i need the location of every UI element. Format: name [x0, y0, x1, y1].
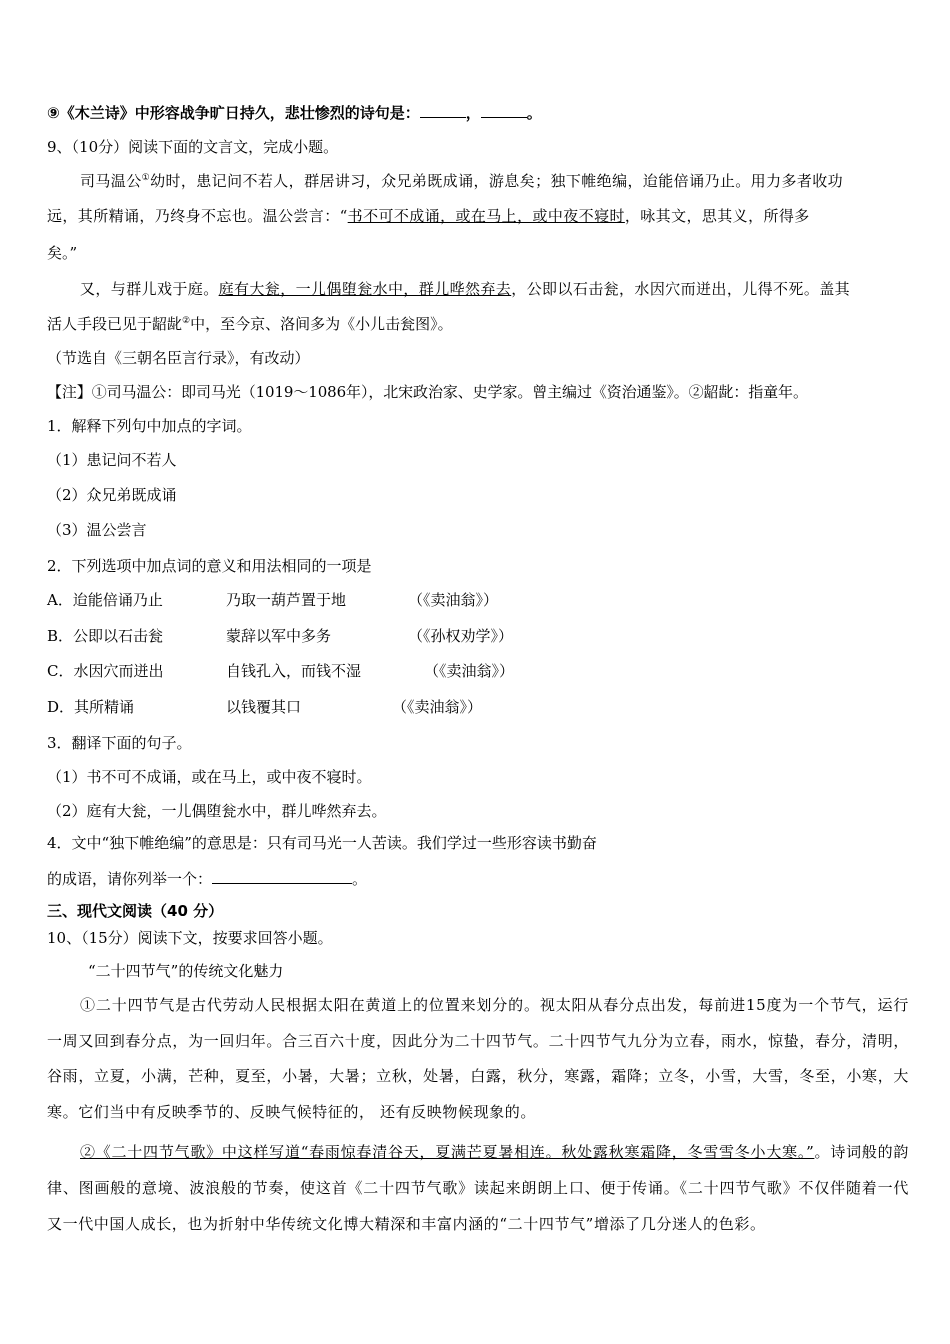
article-paragraph-2	[47, 1134, 909, 1242]
section-3-title: 三、现代文阅读（40 分）	[47, 902, 224, 920]
classical-p2-line2	[47, 314, 453, 334]
text: 幼时，患记问不若人，群居讲习，众兄弟既成诵，游息矣；独下帷绝编，迨能倍诵乃止。用力多者收功	[150, 172, 844, 190]
classical-p2-line1	[80, 279, 850, 299]
text: 司马温公	[80, 172, 142, 190]
period: 。	[526, 104, 542, 122]
article-paragraph-1: ①二十四节气是古代劳动人民根据太阳在黄道上的位置来划分的。视太阳从春分点出发，每前进15度为一个节气，运行一周又回到春分点，为一回归年。合三百六十度，因此分为二十四节气。二十四节气九分为立春，雨水，惊蛰，春分，清明，谷雨，立夏，小满，芒种，夏至，小暑，大暑；立秋，处暑，白露，秋分，寒露，霜降；立冬，小雪，大雪，冬至，小寒，大寒。它们当中有反映季节的、反映气候特征的， 还有反映物候现象的。	[47, 996, 909, 1121]
sub-question-4-line1: 4．文中“独下帷绝编”的意思是：只有司马光一人苦读。我们学过一些形容读书勤奋	[47, 834, 597, 852]
option-c-source: （《卖油翁》）	[424, 662, 515, 680]
sub-question-4-line2	[47, 868, 367, 889]
sub-question-1-item: （2）众兄弟既成诵	[47, 486, 177, 504]
option-c-compare: 自钱孔入，而钱不湿	[226, 662, 362, 680]
sub-question-1-item: （1）患记问不若人	[47, 451, 177, 469]
classical-p1-line1	[80, 171, 843, 191]
question-9-text: ⑨《木兰诗》中形容战争旷日持久，悲壮惨烈的诗句是：	[47, 104, 420, 122]
option-d-source: （《卖油翁》）	[392, 698, 483, 716]
article-title: “二十四节气”的传统文化魅力	[88, 962, 284, 980]
source-citation: （节选自《三朝名臣言行录》，有改动）	[47, 349, 310, 367]
answer-blank-idiom[interactable]	[212, 868, 352, 884]
sub-question-1-item: （3）温公尝言	[47, 521, 147, 539]
footnote: 【注】①司马温公：即司马光（1019～1086年），北宋政治家、史学家。曾主编过《资治通鉴》。②龆龀：指童年。	[47, 383, 808, 401]
separator: ，	[465, 104, 481, 122]
sub-question-3-item: （1）书不可不成诵，或在马上，或中夜不寝时。	[47, 768, 372, 786]
underlined-sentence: 庭有大瓮，一儿偶堕瓮水中，群儿哗然弃去	[218, 280, 512, 298]
option-d-compare: 以钱覆其口	[226, 698, 302, 716]
underlined-sentence: ②《二十四节气歌》中这样写道“春雨惊春清谷天，夏满芒夏暑相连。秋处露秋寒霜降，冬雪雪冬小大寒。”	[80, 1143, 815, 1161]
q9-header: 9、（10分）阅读下面的文言文，完成小题。	[47, 138, 339, 156]
q10-header: 10、（15分）阅读下文，按要求回答小题。	[47, 929, 333, 947]
option-d-label[interactable]: D．其所精诵	[47, 698, 135, 716]
option-b-label[interactable]: B．公即以石击瓮	[47, 627, 164, 645]
option-b-compare: 蒙辞以军中多务	[226, 627, 332, 645]
sub-question-1-title: 1．解释下列句中加点的字词。	[47, 417, 252, 435]
option-a-source: （《卖油翁》）	[408, 591, 499, 609]
text: 远，其所精诵，乃终身不忘也。温公尝言：“	[47, 207, 348, 225]
option-b-source: （《孙权劝学》）	[408, 627, 514, 645]
text: ，公即以石击瓮，水因穴而迸出，儿得不死。盖其	[511, 280, 851, 298]
text: 又，与群儿戏于庭。	[80, 280, 219, 298]
text: 中，至今京、洛间多为《小儿击瓮图》。	[190, 315, 453, 333]
footnote-marker: ①	[141, 173, 151, 183]
sub-question-3-item: （2）庭有大瓮，一儿偶堕瓮水中，群儿哗然弃去。	[47, 802, 387, 820]
question-9-poem	[47, 102, 542, 123]
sub-question-3-title: 3．翻译下面的句子。	[47, 734, 192, 752]
sub-question-2-title: 2．下列选项中加点词的意义和用法相同的一项是	[47, 557, 372, 575]
text: ，咏其文，思其义，所得多	[624, 207, 810, 225]
answer-blank-2[interactable]	[481, 102, 527, 118]
answer-blank-1[interactable]	[420, 102, 466, 118]
option-a-compare: 乃取一葫芦置于地	[226, 591, 347, 609]
underlined-sentence: 书不可不成诵，或在马上，或中夜不寝时	[347, 207, 625, 225]
text: 。诗词般的韵律、图画般的意境、波浪般的节奏，使这首《二十四节气歌》读起来朗朗上口、便于传诵。《二十四节气歌》不仅伴随着一代又一代中国人成长，也为折射中华传统文化博大精深和丰富内涵的“二十四节气”增添了几分迷人的色彩。	[47, 1143, 909, 1233]
option-c-label[interactable]: C．水因穴而迸出	[47, 662, 164, 680]
text: 的成语，请你列举一个：	[47, 870, 213, 888]
period: 。	[352, 870, 368, 888]
classical-p1-line2	[47, 206, 810, 226]
option-a-label[interactable]: A．迨能倍诵乃止	[47, 591, 163, 609]
footnote-marker: ②	[182, 316, 191, 326]
classical-p1-line3: 矣。”	[47, 244, 78, 262]
text: 活人手段已见于龆龀	[47, 315, 183, 333]
